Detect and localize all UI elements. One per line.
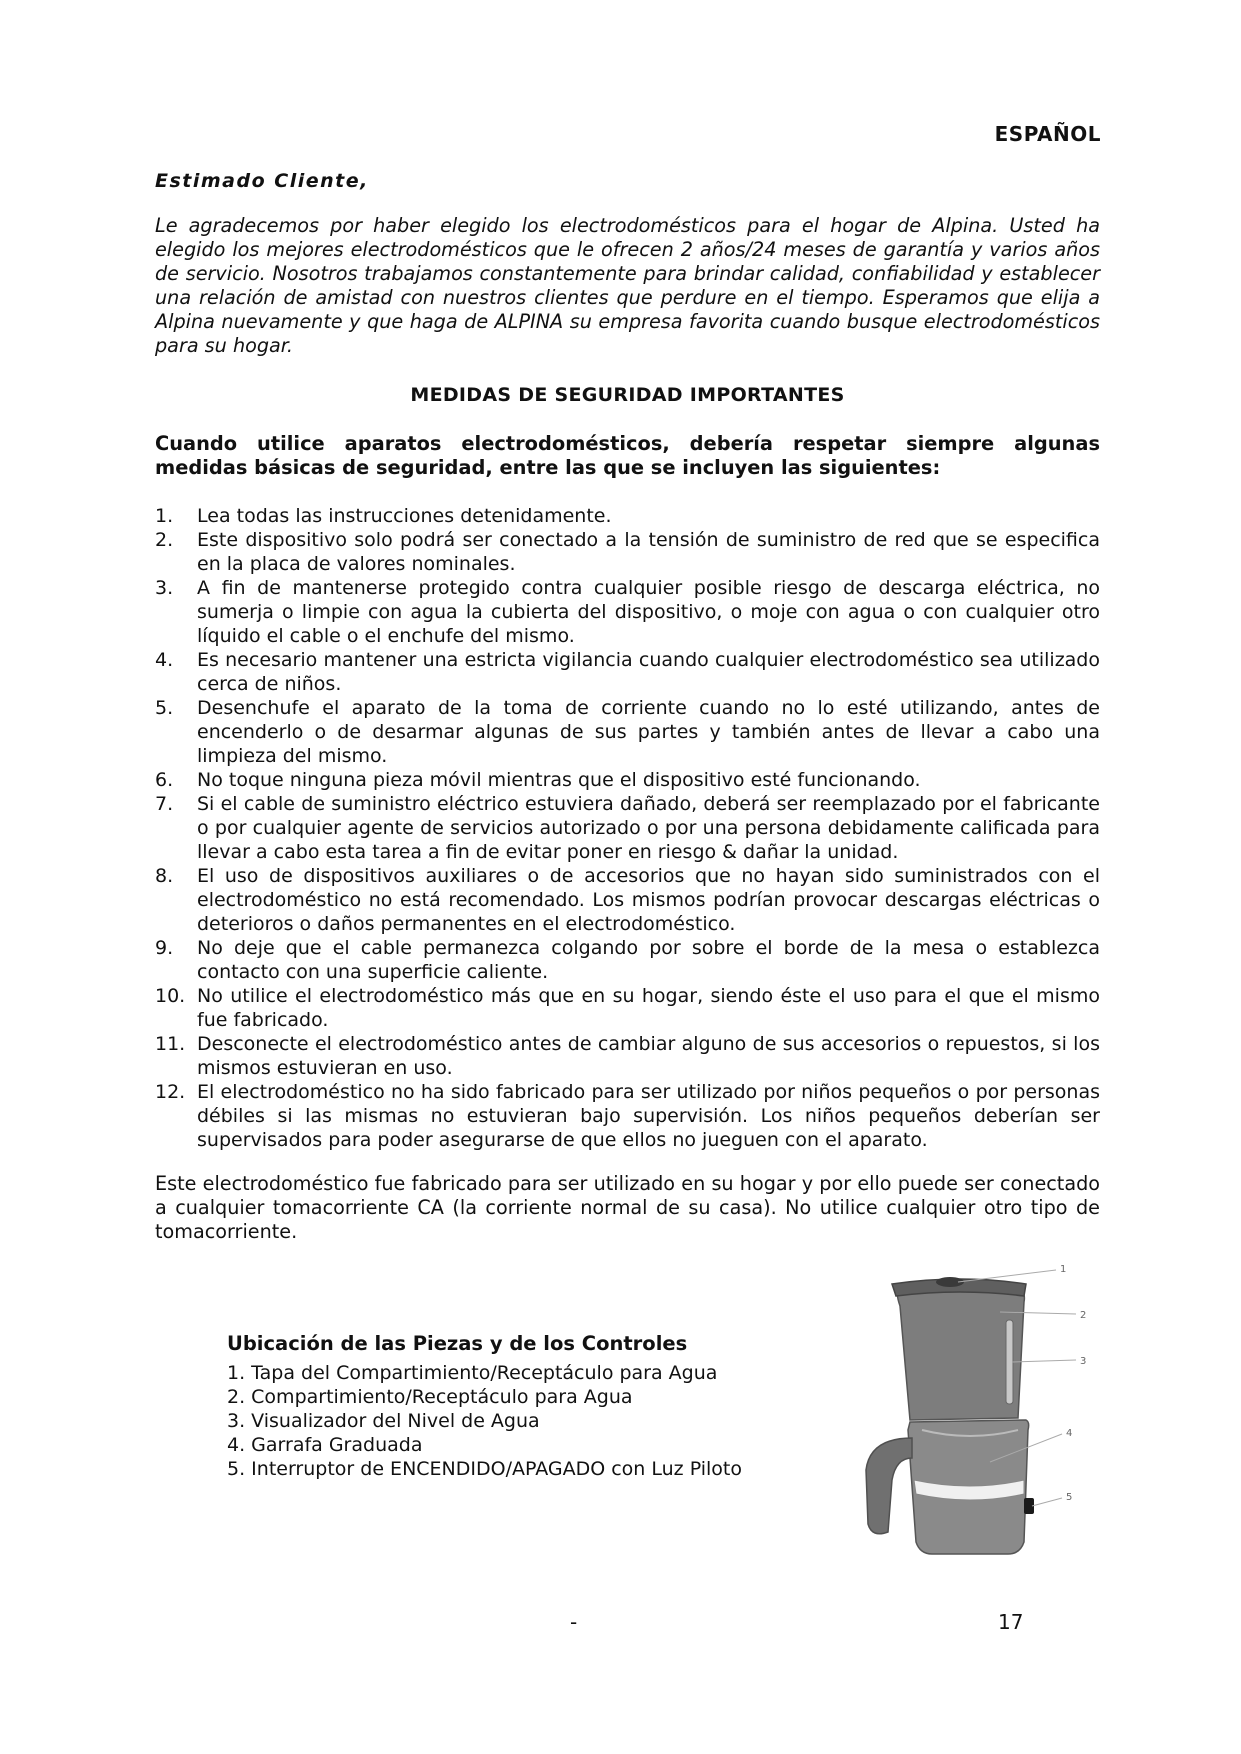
parts-item: 3. Visualizador del Nivel de Agua [227, 1410, 540, 1432]
parts-item: 4. Garrafa Graduada [227, 1434, 423, 1456]
list-item [155, 1080, 1100, 1152]
parts-section [227, 1332, 827, 1481]
item-text: Este dispositivo solo podrá ser conectado a la tensión de suministro de red que se especifica en la placa de valores nominales. [197, 529, 1100, 575]
item-text: A fin de mantenerse protegido contra cualquier posible riesgo de descarga eléctrica, no sumerja o limpie con agua la cubierta del dispositivo, o moje con agua o con cualquier otro líquido el cable o el enchufe del mismo. [197, 577, 1100, 647]
list-item [155, 1032, 1100, 1080]
list-item [155, 696, 1100, 768]
item-text: No toque ninguna pieza móvil mientras que el dispositivo esté funcionando. [197, 769, 921, 791]
figure-label-5: 5 [1066, 1492, 1073, 1503]
parts-title: Ubicación de las Piezas y de los Controles [227, 1332, 688, 1355]
list-item [155, 528, 1100, 576]
item-number: 10. [155, 985, 186, 1007]
list-item [155, 576, 1100, 648]
page-number: 17 [998, 1610, 1024, 1634]
item-text: Desenchufe el aparato de la toma de corriente cuando no lo esté utilizando, antes de encenderlo o de desarmar algunas de sus partes y también antes de llevar a cabo una limpieza del mismo. [197, 697, 1100, 767]
list-item [155, 984, 1100, 1032]
item-number: 7. [155, 793, 174, 815]
item-number: 5. [155, 697, 174, 719]
greeting: Estimado Cliente, [155, 170, 369, 192]
coffee-maker-diagram [840, 1262, 1100, 1562]
item-number: 1. [155, 505, 174, 527]
safety-title: MEDIDAS DE SEGURIDAD IMPORTANTES [410, 384, 845, 406]
footer-dash: - [570, 1610, 578, 1634]
item-text: El electrodoméstico no ha sido fabricado para ser utilizado por niños pequeños o por personas débiles si las mismas no estuvieran bajo supervisión. Los niños pequeños deberían ser supervisados para poder asegurarse de que ellos no jueguen con el aparato. [197, 1081, 1100, 1151]
item-text: Lea todas las instrucciones detenidamente. [197, 505, 612, 527]
item-number: 12. [155, 1081, 186, 1103]
item-number: 9. [155, 937, 174, 959]
item-number: 8. [155, 865, 174, 887]
figure-label-3: 3 [1080, 1356, 1087, 1367]
list-item [155, 936, 1100, 984]
closing-paragraph: Este electrodoméstico fue fabricado para ser utilizado en su hogar y por ello puede ser conectado a cualquier tomacorriente CA (la corriente normal de su casa). No utilice cualquier otro tipo de tomacorriente. [155, 1172, 1100, 1243]
safety-lead: Cuando utilice aparatos electrodomésticos, debería respetar siempre algunas medidas básicas de seguridad, entre las que se incluyen las siguientes: [155, 432, 1100, 479]
item-number: 4. [155, 649, 174, 671]
item-text: Si el cable de suministro eléctrico estuviera dañado, deberá ser reemplazado por el fabricante o por cualquier agente de servicios autorizado o por una persona debidamente calificada para llevar a cabo esta tarea a fin de evitar poner en riesgo & dañar la unidad. [197, 793, 1100, 863]
safety-list [155, 504, 1100, 1152]
item-text: No deje que el cable permanezca colgando por sobre el borde de la mesa o establezca contacto con una superficie caliente. [197, 937, 1100, 983]
item-text: El uso de dispositivos auxiliares o de accesorios que no hayan sido suministrados con el electrodoméstico no está recomendado. Los mismos podrían provocar descargas eléctricas o deterioros o daños permanentes en el electrodoméstico. [197, 865, 1100, 935]
parts-list [227, 1361, 827, 1481]
item-number: 11. [155, 1033, 186, 1055]
item-number: 6. [155, 769, 174, 791]
list-item [155, 768, 1100, 792]
figure-label-4: 4 [1066, 1428, 1073, 1439]
list-item [155, 504, 1100, 528]
figure-label-1: 1 [1060, 1264, 1067, 1275]
item-number: 3. [155, 577, 174, 599]
item-text: No utilice el electrodoméstico más que en su hogar, siendo éste el uso para el que el mismo fue fabricado. [197, 985, 1100, 1031]
list-item [155, 864, 1100, 936]
language-header: ESPAÑOL [994, 122, 1101, 146]
intro-paragraph: Le agradecemos por haber elegido los electrodomésticos para el hogar de Alpina. Usted ha elegido los mejores electrodomésticos que le ofrecen 2 años/24 meses de garantía y varios años de servicio. Nosotros trabajamos constantemente para brindar calidad, confiabilidad y establecer una relación de amistad con nuestros clientes que perdure en el tiempo. Esperamos que elija a Alpina nuevamente y que haga de ALPINA su empresa favorita cuando busque electrodomésticos para su hogar. [155, 214, 1100, 357]
item-number: 2. [155, 529, 174, 551]
parts-item: 1. Tapa del Compartimiento/Receptáculo para Agua [227, 1362, 718, 1384]
parts-item: 2. Compartimiento/Receptáculo para Agua [227, 1386, 633, 1408]
list-item [155, 792, 1100, 864]
item-text: Es necesario mantener una estricta vigilancia cuando cualquier electrodoméstico sea utilizado cerca de niños. [197, 649, 1100, 695]
item-text: Desconecte el electrodoméstico antes de cambiar alguno de sus accesorios o repuestos, si los mismos estuvieran en uso. [197, 1033, 1100, 1079]
parts-item: 5. Interruptor de ENCENDIDO/APAGADO con Luz Piloto [227, 1458, 742, 1480]
list-item [155, 648, 1100, 696]
figure-label-2: 2 [1080, 1310, 1087, 1321]
